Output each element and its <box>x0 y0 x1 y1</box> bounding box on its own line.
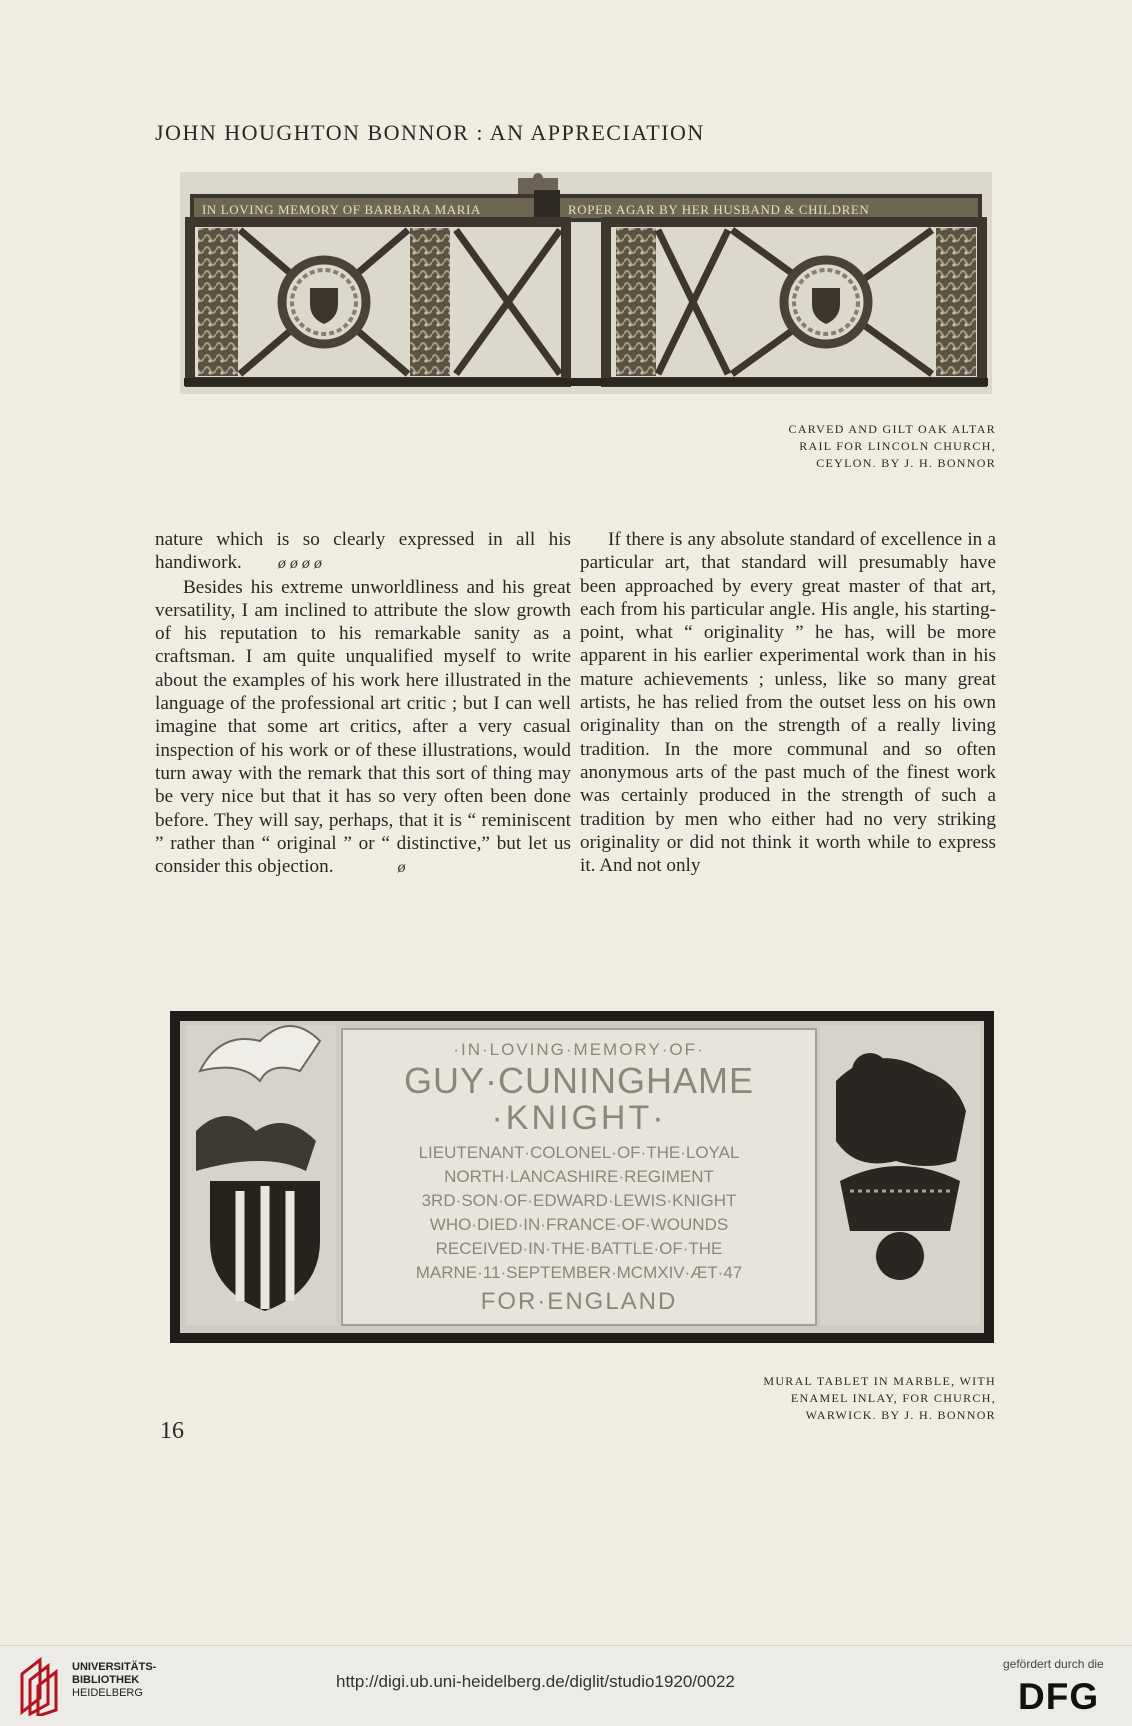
tablet-line: FOR·ENGLAND <box>480 1288 678 1315</box>
caption-mural-tablet <box>700 1373 996 1424</box>
tablet-line: LIEUTENANT·COLONEL·OF·THE·LOYAL <box>418 1143 740 1162</box>
tablet-line: NORTH·LANCASHIRE·REGIMENT <box>444 1167 714 1186</box>
tablet-line: MARNE·11·SEPTEMBER·MCMXIV·ÆT·47 <box>415 1263 743 1282</box>
page-number: 16 <box>160 1418 184 1444</box>
text-column-right <box>580 528 996 877</box>
text-column-left <box>155 528 571 879</box>
paragraph: If there is any absolute standard of excellence in a particular art, that standard will presumably have been approached by every great master of that art, each from his particular angle. His angle, his starting-point, what “ originality ” he has, will be more apparent in his earlier experimental work than in his mature achievements ; unless, like so many great artists, he has relied from the outset less on his own originality than on the strength of a really living tradition. In the more communal and so often anonymous arts of the past much of the finest work was certainly produced in the strength of such a tradition by men who either had no very striking originality or did not think it worth while to express it. And not only <box>580 529 996 877</box>
caption-line: CARVED AND GILT OAK ALTAR <box>788 422 996 436</box>
altar-rail-photo <box>180 172 992 394</box>
library-line: HEIDELBERG <box>72 1687 143 1699</box>
fleuron-ornament: ø ø ø ø <box>277 555 322 573</box>
altar-banner-right: ROPER AGAR BY HER HUSBAND & CHILDREN <box>568 202 870 217</box>
digitization-footer <box>0 1645 1132 1726</box>
caption-line: ENAMEL INLAY, FOR CHURCH, <box>790 1391 996 1405</box>
university-library-logo-icon <box>18 1656 68 1716</box>
paragraph: nature which is so clearly expressed in all his handiwork. ø ø ø ø <box>155 528 571 576</box>
altar-rail-illustration <box>180 172 992 394</box>
caption-line: CEYLON. BY J. H. BONNOR <box>816 456 996 470</box>
permalink-url[interactable]: http://digi.ub.uni-heidelberg.de/diglit/studio1920/0022 <box>336 1672 735 1691</box>
mural-tablet-illustration <box>170 1011 994 1343</box>
tablet-line: ·IN·LOVING·MEMORY·OF· <box>453 1040 705 1059</box>
mural-tablet-photo <box>170 1011 994 1343</box>
tablet-line: 3RD·SON·OF·EDWARD·LEWIS·KNIGHT <box>421 1191 737 1210</box>
paragraph: Besides his extreme unworldliness and his great versatility, I am inclined to attribute the slow growth of his reputation to his remarkable sanity as a craftsman. I am quite unqualified myself to write about the examples of his work here illustrated in the language of the professional art critic ; but I can well imagine that some art critics, after a very casual inspection of his work or of these illustrations, would turn away with the remark that this sort of thing may be very nice but that it has so very often been done before. They will say, perhaps, that it is “ reminiscent ” rather than “ original ” or “ distinctive,” but let us consider this objection. ø <box>155 576 571 880</box>
dfg-logo: DFG <box>1018 1676 1100 1717</box>
caption-line: WARWICK. BY J. H. BONNOR <box>805 1408 996 1422</box>
altar-banner-left: IN LOVING MEMORY OF BARBARA MARIA <box>202 202 481 217</box>
library-line: UNIVERSITÄTS- <box>72 1661 157 1673</box>
caption-altar-rail <box>700 421 996 472</box>
fleuron-ornament: ø <box>397 859 406 877</box>
caption-line: MURAL TABLET IN MARBLE, WITH <box>763 1374 996 1388</box>
library-line: BIBLIOTHEK <box>72 1674 140 1686</box>
university-library-name <box>72 1661 156 1700</box>
tablet-line: RECEIVED·IN·THE·BATTLE·OF·THE <box>435 1239 723 1258</box>
tablet-line: WHO·DIED·IN·FRANCE·OF·WOUNDS <box>429 1215 729 1234</box>
running-head: JOHN HOUGHTON BONNOR : AN APPRECIATION <box>155 120 705 145</box>
caption-line: RAIL FOR LINCOLN CHURCH, <box>799 439 996 453</box>
funded-by-label: gefördert durch die <box>1003 1657 1104 1671</box>
tablet-line: GUY·CUNINGHAME <box>403 1060 755 1101</box>
tablet-line: ·KNIGHT· <box>491 1099 667 1137</box>
